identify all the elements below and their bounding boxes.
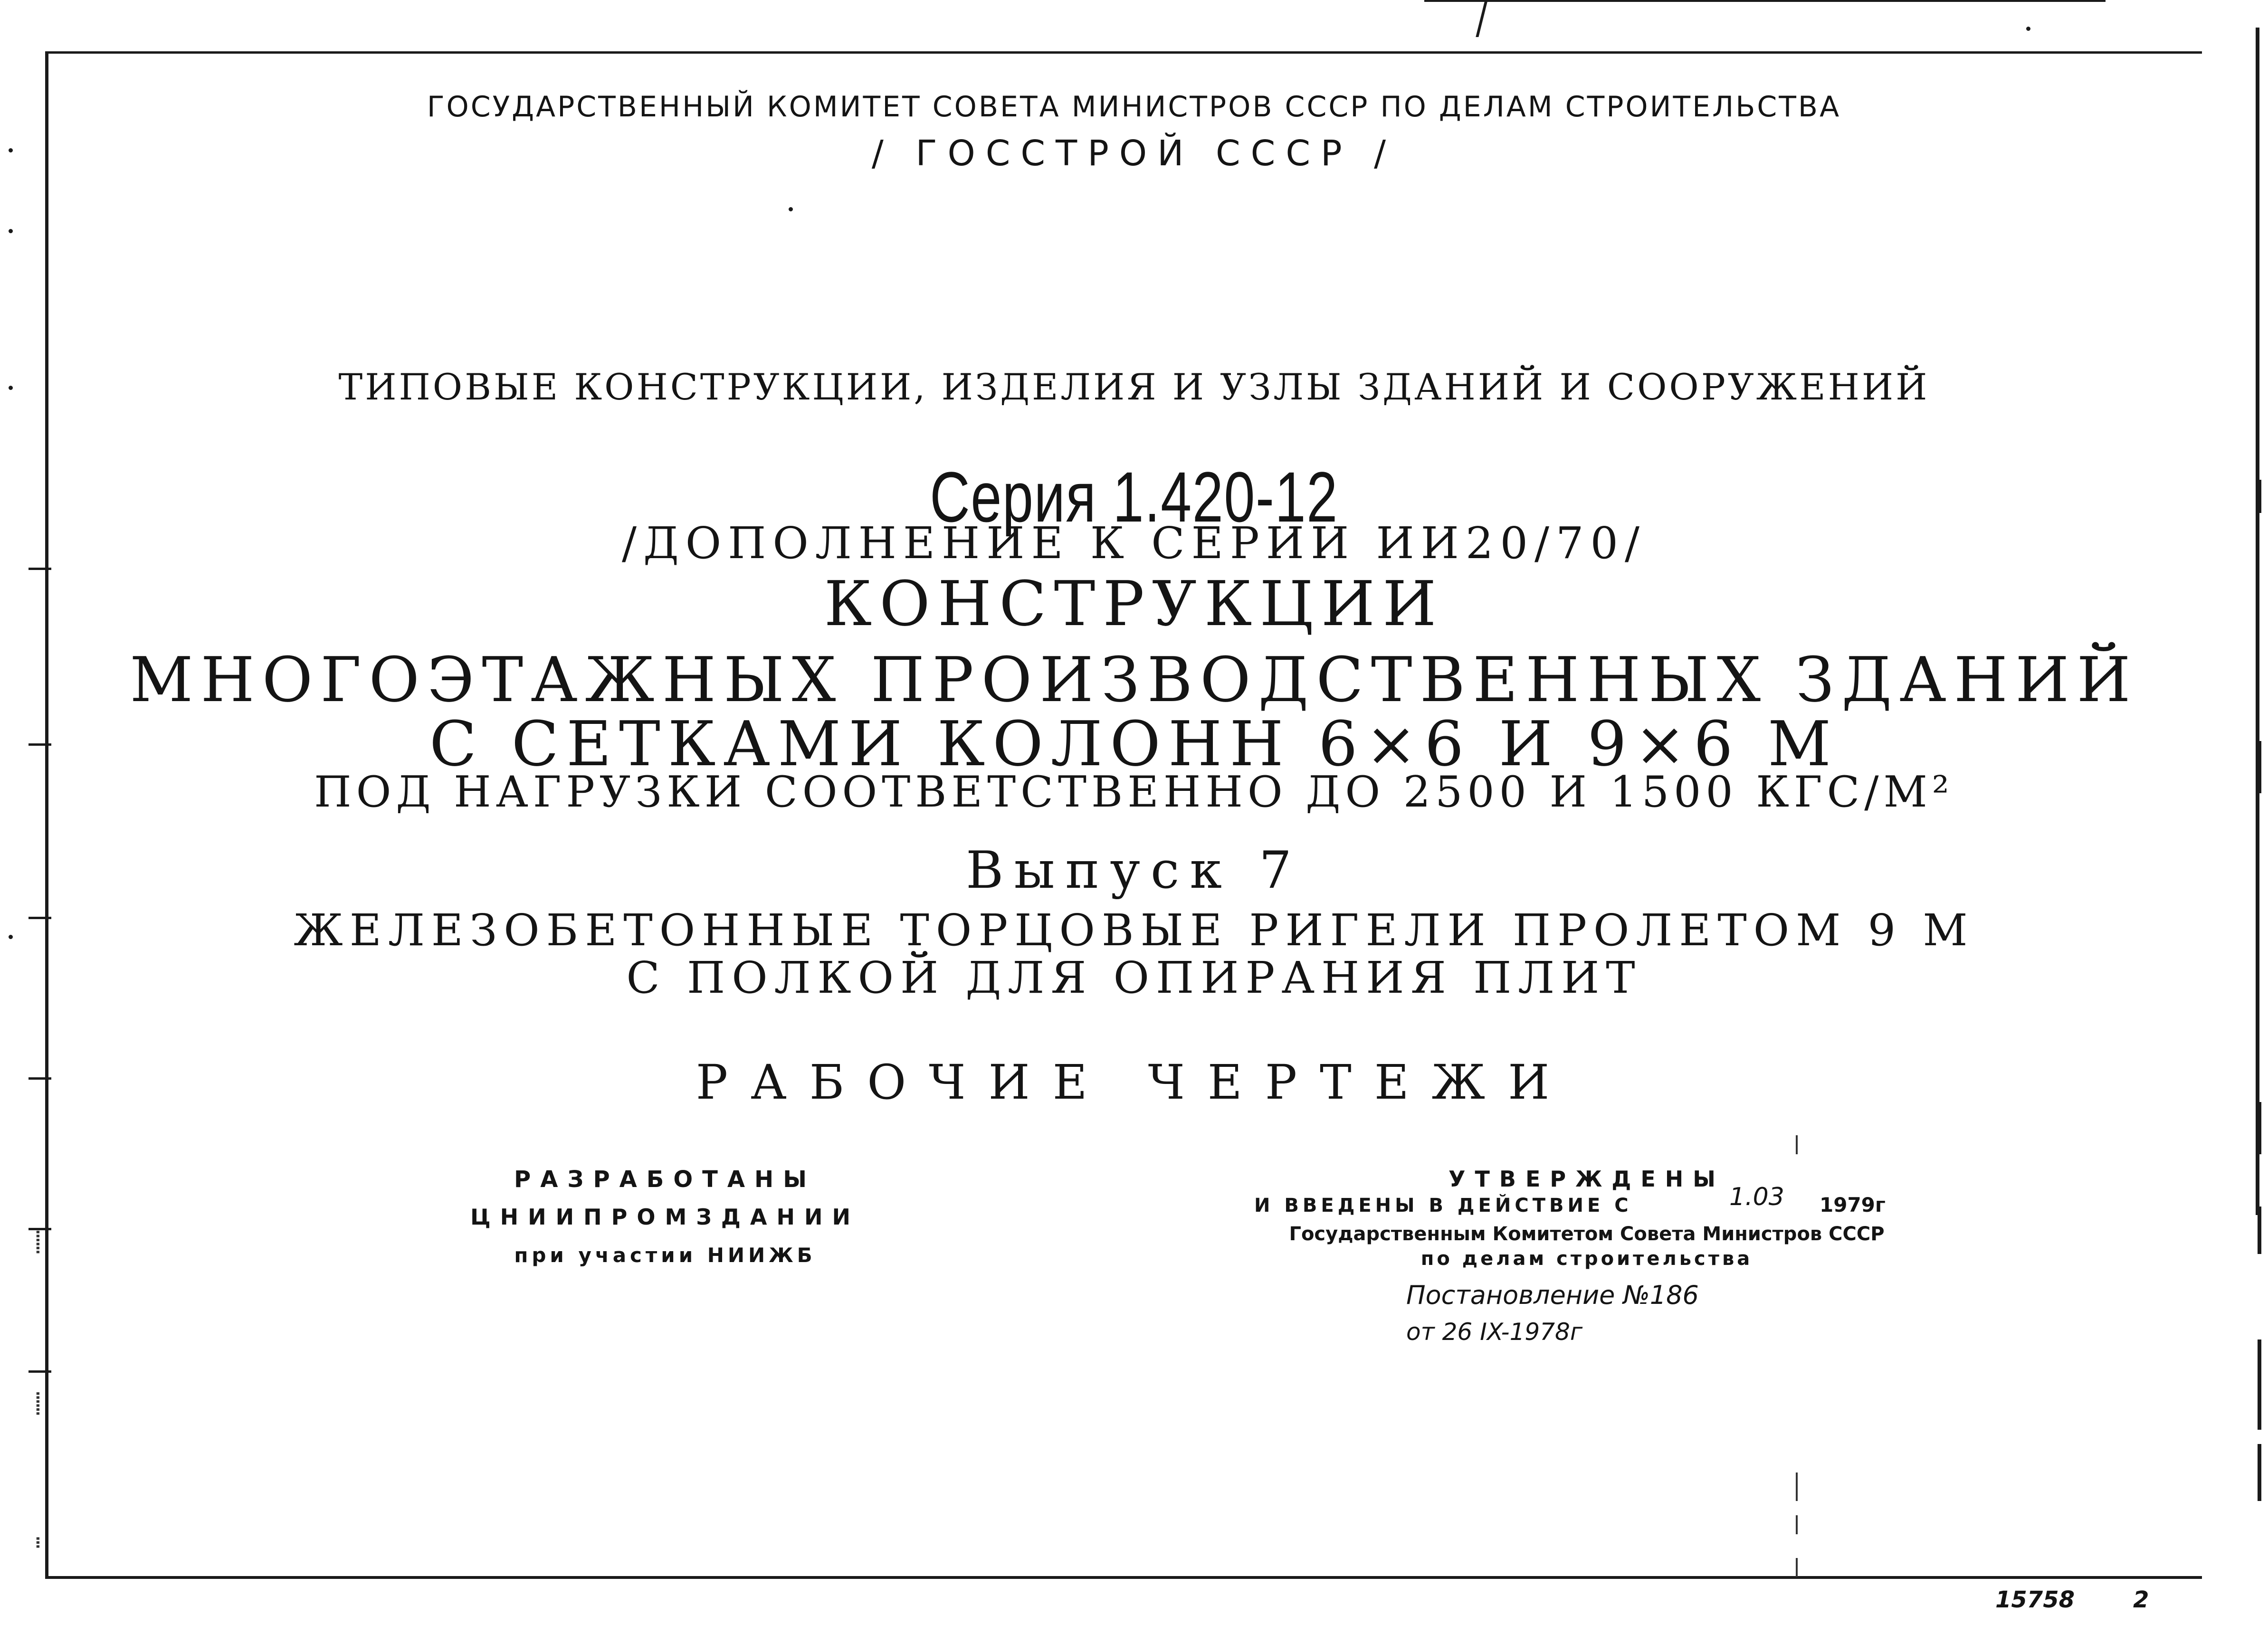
margin-dot: [9, 229, 13, 233]
right-mark: [2258, 1444, 2261, 1501]
stray-dot: [2026, 27, 2030, 31]
title-line-1: КОНСТРУКЦИИ: [824, 568, 1444, 640]
approved-label: УТВЕРЖДЕНЫ: [1448, 1166, 1725, 1192]
dashed-mark: [1796, 1472, 1798, 1501]
title-line-2: МНОГОЭТАЖНЫХ ПРОИЗВОДСТВЕННЫХ ЗДАНИЙ: [130, 644, 2138, 716]
document-subtitle: ТИПОВЫЕ КОНСТРУКЦИИ, ИЗДЕЛИЯ И УЗЛЫ ЗДАНИЙ И СООРУЖЕНИЙ: [338, 366, 1930, 408]
handwritten-date: 1.03: [1729, 1183, 1784, 1211]
top-edge-line: [1424, 0, 2106, 2]
title-line-3: С СЕТКАМИ КОЛОНН 6×6 И 9×6 М: [429, 708, 1839, 780]
margin-note-left: ……: [21, 1230, 44, 1254]
sheet-number: 2: [2133, 1586, 2149, 1613]
series-number: Серия 1.420-12: [930, 457, 1338, 537]
developer-participation: при участии НИИЖБ: [514, 1244, 816, 1267]
document-number: 15758: [1995, 1586, 2075, 1613]
margin-tick: [29, 1370, 51, 1373]
stray-dot: [789, 207, 793, 211]
margin-note-left: ……: [21, 1391, 44, 1416]
committee-header: ГОСУДАРСТВЕННЫЙ КОМИТЕТ СОВЕТА МИНИСТРОВ СССР ПО ДЕЛАМ СТРОИТЕЛЬСТВА: [427, 90, 1841, 124]
decree-date: от 26 IX-1978г: [1406, 1318, 1583, 1346]
right-mark: [2258, 480, 2261, 513]
approved-intro: И ВВЕДЕНЫ В ДЕЙСТВИЕ С: [1254, 1195, 1632, 1216]
decree-number: Постановление №186: [1406, 1280, 1699, 1310]
margin-note-left: …: [21, 1536, 44, 1548]
developed-label: РАЗРАБОТАНЫ: [514, 1166, 816, 1193]
issue-number: Выпуск 7: [966, 841, 1302, 900]
gosstroy-header: / ГОССТРОЙ СССР /: [871, 133, 1397, 174]
issue-title-line-1: ЖЕЛЕЗОБЕТОННЫЕ ТОРЦОВЫЕ РИГЕЛИ ПРОЛЕТОМ 9 М: [294, 905, 1974, 956]
right-mark: [2258, 1340, 2261, 1430]
series-addition: /ДОПОЛНЕНИЕ К СЕРИИ ИИ20/70/: [621, 518, 1647, 569]
right-mark: [2258, 1206, 2261, 1254]
dashed-mark: [1796, 1135, 1798, 1154]
approval-authority: Государственным Комитетом Совета Министров СССР: [1289, 1223, 1885, 1245]
developer-organization: ЦНИИПРОМЗДАНИИ: [470, 1204, 860, 1230]
dashed-mark: [1796, 1515, 1798, 1534]
title-line-4: ПОД НАГРУЗКИ СООТВЕТСТВЕННО ДО 2500 И 1500 КГС/М²: [314, 767, 1954, 817]
working-drawings-label: РАБОЧИЕ ЧЕРТЕЖИ: [696, 1054, 1572, 1110]
top-edge-stroke: [1476, 0, 1487, 37]
approval-year: 1979г: [1820, 1193, 1886, 1216]
approval-authority-2: по делам строительства: [1420, 1248, 1753, 1270]
dashed-mark: [1796, 1558, 1798, 1577]
issue-title-line-2: С ПОЛКОЙ ДЛЯ ОПИРАНИЯ ПЛИТ: [626, 952, 1642, 1003]
